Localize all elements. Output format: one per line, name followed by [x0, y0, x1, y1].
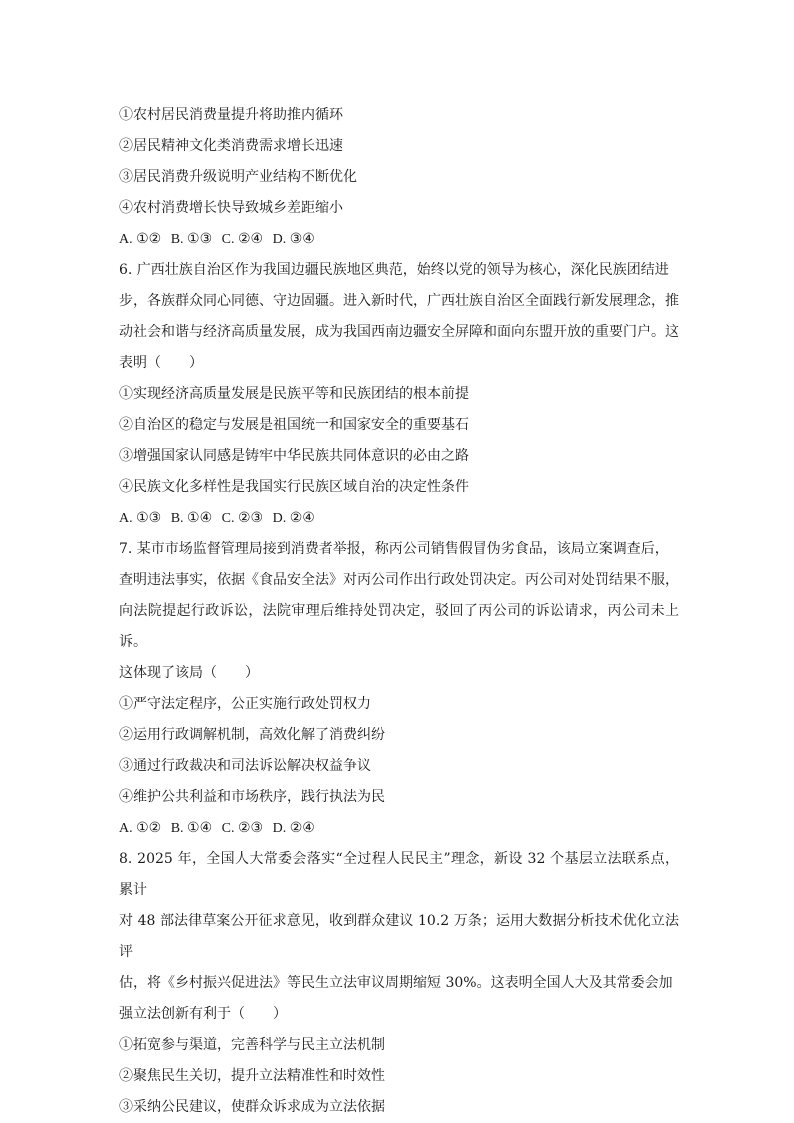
q5-choice-b: B. ①③	[170, 232, 213, 247]
q6-option-3: ③增强国家认同感是铸牢中华民族共同体意识的必由之路	[119, 448, 469, 464]
q8-stem	[119, 844, 679, 1030]
q7-choice-b: B. ①④	[170, 821, 213, 836]
q7-stem-line-3: 向法院提起行政诉讼，法院审理后维持处罚决定，驳回了丙公司的诉讼请求，丙公司未上诉。	[119, 603, 679, 650]
q7-stem	[119, 534, 679, 689]
q7-option-4: ④维护公共利益和市场秩序，践行执法为民	[119, 789, 385, 805]
q6-stem-line-3: 动社会和谐与经济高质量发展，成为我国西南边疆安全屏障和面向东盟开放的重要门户。这	[119, 324, 679, 340]
q5-choice-a: A. ①②	[119, 232, 162, 247]
q7-stem-line-4: 这体现了该局（ ）	[119, 665, 259, 681]
q6-stem-line-1: 6. 广西壮族自治区作为我国边疆民族地区典范，始终以党的领导为核心，深化民族团结进	[119, 262, 669, 278]
q7-option-1: ①严守法定程序，公正实施行政处罚权力	[119, 696, 371, 712]
q5-answer-choices	[119, 224, 679, 255]
q8-stem-line-1: 8. 2025 年，全国人大常委会落实“全过程人民民主”理念，新设 32 个基层立法联系点，累计	[119, 851, 679, 898]
question-6	[119, 255, 679, 534]
q5-option-3: ③居民消费升级说明产业结构不断优化	[119, 169, 357, 185]
q7-option-2: ②运用行政调解机制，高效化解了消费纠纷	[119, 727, 385, 743]
q8-option-1: ①拓宽参与渠道，完善科学与民主立法机制	[119, 1037, 385, 1053]
q5-choice-c: C. ②④	[221, 232, 264, 247]
q7-choice-a: A. ①②	[119, 821, 162, 836]
q6-option-1: ①实现经济高质量发展是民族平等和民族团结的根本前提	[119, 386, 469, 402]
q6-option-4: ④民族文化多样性是我国实行民族区域自治的决定性条件	[119, 479, 469, 495]
question-8	[119, 844, 679, 1123]
page-content	[119, 100, 679, 1123]
q8-stem-line-4: 强立法创新有利于（ ）	[119, 1006, 287, 1022]
q6-choice-c: C. ②③	[221, 511, 264, 526]
q8-option-3: ③采纳公民建议，使群众诉求成为立法依据	[119, 1099, 385, 1115]
question-5	[119, 100, 679, 255]
q8-option-2: ②聚焦民生关切，提升立法精准性和时效性	[119, 1068, 385, 1084]
q6-stem	[119, 255, 679, 379]
q7-stem-line-1: 7. 某市市场监督管理局接到消费者举报，称丙公司销售假冒伪劣食品，该局立案调查后，	[119, 541, 669, 557]
q5-option-1: ①农村居民消费量提升将助推内循环	[119, 107, 343, 123]
q6-choice-d: D. ②④	[272, 511, 315, 526]
q5-option-4: ④农村消费增长快导致城乡差距缩小	[119, 200, 343, 216]
question-7	[119, 534, 679, 844]
q8-stem-line-2: 对 48 部法律草案公开征求意见，收到群众建议 10.2 万条；运用大数据分析技术优化立法评	[119, 913, 679, 960]
q6-stem-line-2: 步，各族群众同心同德、守边固疆。进入新时代，广西壮族自治区全面践行新发展理念，推	[119, 293, 679, 309]
q6-option-2: ②自治区的稳定与发展是祖国统一和国家安全的重要基石	[119, 417, 469, 433]
q6-choice-a: A. ①③	[119, 511, 162, 526]
q6-answer-choices	[119, 503, 679, 534]
q7-option-3: ③通过行政裁决和司法诉讼解决权益争议	[119, 758, 371, 774]
q7-choice-d: D. ②④	[272, 821, 315, 836]
q6-stem-line-4: 表明（ ）	[119, 355, 203, 371]
q7-answer-choices	[119, 813, 679, 844]
q7-stem-line-2: 查明违法事实，依据《食品安全法》对丙公司作出行政处罚决定。丙公司对处罚结果不服，	[119, 572, 679, 588]
q8-stem-line-3: 估，将《乡村振兴促进法》等民生立法审议周期缩短 30%。这表明全国人大及其常委会加	[119, 975, 673, 991]
q5-option-2: ②居民精神文化类消费需求增长迅速	[119, 138, 343, 154]
q5-choice-d: D. ③④	[272, 232, 315, 247]
q7-choice-c: C. ②③	[221, 821, 264, 836]
q6-choice-b: B. ①④	[170, 511, 213, 526]
